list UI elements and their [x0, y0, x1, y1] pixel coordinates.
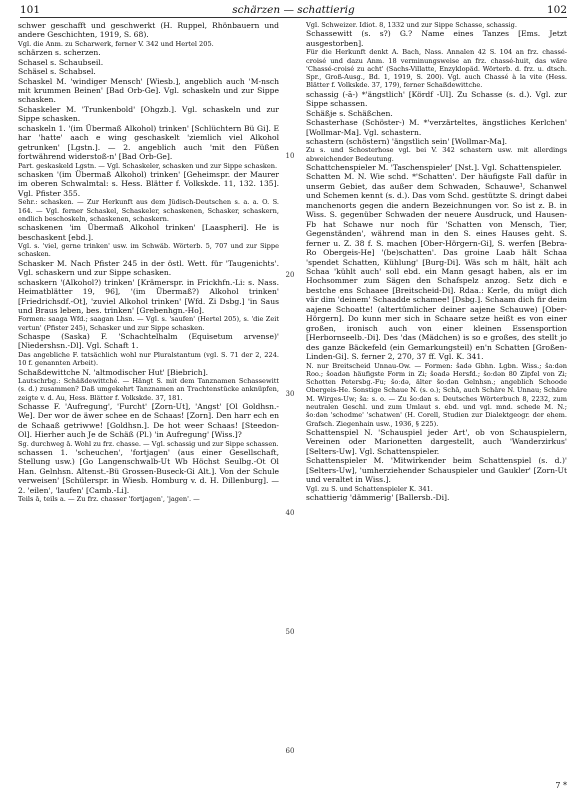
entry: Schaßdewittche N. 'altmodischer Hut' [Biebrich]. — [18, 367, 209, 377]
entry: Schasterhase (Schöster-) M. *'verzärteltes, ängstliches Kerlchen' [Wollmar-Ma]. Vgl. schastern. — [306, 118, 567, 137]
running-title: schärzen — schattierig — [232, 4, 355, 16]
entry: Schasse F. 'Aufregung', 'Furcht' [Zorn-Ut], 'Angst' [Ol Goldhsn.-We]. Der wor de äwer schee en de Schaas! [Zorn]. Den harr ech en de Schaaß getriwwe! [Goldhsn.]. De hot weer Schaas! [Steedon-Ol]. Hierher auch Je de Schäß (Pl.) 'in Aufregung' [Wiss.]? — [18, 401, 279, 440]
line-number: 60 — [285, 747, 295, 755]
entry: Schattchenspieler M. 'Taschenspieler' [Nst.]. Vgl. Schattenspieler. — [306, 163, 562, 172]
entry: schwer geschafft und geschwerkt (H. Ruppel, Rhönbauern und andere Geschichten, 1919, S. 68). — [18, 21, 279, 40]
entry: Schäßje s. Schäßchen. — [306, 108, 393, 118]
entry-note: Formen: saaga Wfd.; saagan Lhsn. — Vgl. s. 'saufen' (Hertel 205), s. 'die Zeit vertun' (Pfister 245), Schasker und zur Sippe schasken. — [18, 315, 279, 332]
entry: Schattenspieler M. 'Mitwirkender beim Schattenspiel (s. d.)' [Selters-Uw], 'umherziehender Schauspieler und Gaukler' [Zorn-Ut und veraltet in Wiss.]. — [306, 456, 567, 485]
entry: Schassewitt (s. s?) G.? Name eines Tanzes [Ems. Jetzt ausgestorben]. — [306, 29, 567, 48]
entry: Schattenspiel N. 'Schauspiel jeder Art', ob von Schauspielern, Vereinen oder Marionetten dargestellt, auch 'Wanderzirkus' [Selters-Uw]. Vgl. Schattenspieler. — [306, 427, 567, 456]
entry-note: Vgl. s. 'viel, gerne trinken' usw. im Schwäb. Wörterb. 5, 707 und zur Sippe schasken. — [18, 242, 279, 259]
right-page-number: 102 — [546, 4, 567, 16]
left-page-number: 101 — [20, 4, 41, 16]
entry: schastern (schöstern) 'ängstlich sein' [Wollmar-Ma]. — [306, 136, 508, 146]
entry-note: Part. geskaskeld Lgstn. — Vgl. Schaskeler, schasken und zur Sippe schasken. — [18, 161, 278, 170]
line-number: 20 — [285, 271, 295, 279]
entry-note: Teils ā, teils a. — Zu frz. chasser 'fortjagen', 'jagen'. — — [18, 495, 200, 504]
line-number: 30 — [285, 390, 295, 398]
entry: Schaskeler M. 'Trunkenbold' [Ohgzb.]. Vgl. schaskeln und zur Sippe schasken. — [18, 104, 279, 124]
printer-signature: 7 * — [555, 781, 567, 790]
entry: Schäsel s. Schabsel. — [18, 67, 96, 77]
entry: Schatten M. N. Wie schd. *'Schatten'. Der häufigste Fall dafür in unserm Gebiet, das außer dem Schwaden, Schauwe¹, Schanwel und Schemen kennt (s. d.). Das vom Schd. gestützte S. dringt dabei manchenorts gegen die andern Bezeichnungen vor. So ist z. B. in Wiss. S. gegenüber Schwaden der neuere Ausdruck, und Hausen-Fb hat Schawe nur noch für 'Schatten von Mensch, Tier, Gegenständen', während man in den S. eines Hauses geht. S. ferner u. Z. 38 f. S. machen [Ober-Hörgern-Gi], S. werfen [Bebra-Ro Obergeis-He] '(be)schatten'. Das groine Laab hält Schaa 'spendet Schatten, Kühlung' [Burg-Di]. Wäs sch m hält, hält ach Schaa 'kühlt auch' soll ebd. ein Mann gesagt haben, als er im Hochsommer zum Sägen den Schafspelz anzog. Setz dich e bestche ens Schaaee [Breitscheid-Di]. Rdaa.: Kerle, du mügt dich vär dim 'deinem' Schaadde schamee! [Dsbg.]. Schaam dich fir deim aajene Schoatte! (altertümlicher deiner aajene Schauwe) [Ober-Hörgern]. Do kunn mer sich in Schaare setze heißt es von einer großen, ironisch auch von einer kleinen Essensportion [Herbornseelb.-Di]. Des 'das (Mädchen) is so e großes, des stellt jo des ganze Bäckefeld (ein Gemarkungsteil) en'n Schatten [Großen-Linden-Gi]. S. ferner 2, 270, 37 ff. Vgl. K. 341. — [306, 172, 567, 362]
entry: Schasker M. Nach Pfister 245 in der östl. Wett. für 'Taugenichts'. Vgl. schaskern und zur Sippe schasken. — [18, 258, 279, 278]
line-number: 10 — [285, 152, 295, 160]
entry-note: Lautschrbg.: Schäßdewittché. — Hängt S. mit dem Tanznamen Schassewitt (s. d.) zusammen? Daß umgekehrt Tanznamen an Trachtenstücke anknüpfen, zeigte v. d. Au, Hess. Blätter f. Volkskde. 37, 181. — [18, 376, 279, 402]
entry: Schaspe (Saska) F. 'Schachtelhalm (Equisetum arvense)' [Niedershsn.-Dl]. Vgl. Schaft 1. — [18, 332, 279, 351]
entry-note: Zu s. und Schosterhose vgl. bei V. 342 schastern usw. mit allerdings abweichender Bedeutung. — [306, 146, 567, 163]
entry: schasken '(im Übermaß Alkohol) trinken' [Geheimspr. der Maurer im oberen Schwalmtal: s. Hess. Blätter f. Volkskde. 11, 132. 135]. Vgl. Pfister 355. — [18, 169, 279, 198]
left-column — [18, 21, 279, 504]
header-rule — [20, 17, 567, 18]
entry-note: Vgl. die Anm. zu Scharwerk, ferner V. 342 und Hertel 205. — [18, 39, 214, 48]
entry: schaskeln 1. '(im Übermaß Alkohol) trinken' [Schlüchtern Bü Gi]. E har 'hatte' aach e wing geschaskelt 'ziemlich viel Alkohol getrunken' [Lgstn.]. — 2. angeblich auch 'mit den Füßen fortwährend widerstoß-n' [Bad Orb-Ge]. — [18, 123, 279, 162]
entry: schaskern '(Alkohol?) trinken' [Krämerspr. in Frickhfn.-Li: s. Nass. Heimatblätter 19, 96], '(im Übermaß?) Alkohol trinken' [Friedrichsdf.-Ot], 'zuviel Alkohol trinken' [Wfd. Zi Dsbg.] 'in Saus und Braus leben, bes. trinken' [Grebenhgn.-Ho]. — [18, 277, 279, 315]
entry-note: Für die Herkunft denkt A. Bach, Nass. Annalen 42 S. 104 an frz. chassé-croisé und dazu Anm. 18 verminungsweise an frz. chassé-huit, das wäre 'Chassé-croisé zu acht' (Sachs-Villatte, Enzyklopäd. Wörterb. d. frz. u. dtsch. Spr., Groß-Ausg., Bd. 1, 1919, S. 200). Vgl. auch Chassé à la vite (Hess. Blätter f. Volkskde. 37, 179), ferner Schaßdewittche. — [306, 48, 567, 90]
entry-note: N. nur Breitscheid Unnau-Ow. — Formen: šadə Gbhn. Lgbn. Wiss.; šaːdən Roo.; šoadən häufigste Form in Zi; šoadə Hersfd.; šoːdən 80 Zipfel von Zi; Schotten Petersbg.-Fu; šoːdə, älter šoːdən Gelnhsn.; angeblich Schoode Obergeis-He. Sonstige Schaue N. (s. o.); Schā, auch Schäre N. Unnau; Schäre M. Wirges-Uw; šaː s. o. — Zu šoːdən s. Deutsches Wörterbuch 8, 2232, zum neutralen Geschl. und zum Umlaut s. ebd. und vgl. mnd. schede M. N.; šoːdən 'schodme' 'schatwen' (H. Corell, Studien zur Dialektgeogr. der ehem. Grafsch. Ziegenhain usw., 1936, § 225). — [306, 361, 567, 428]
entry-note: Sehr.: schasken. — Zur Herkunft aus dem Jüdisch-Deutschen s. a. a. O. S. 164. — Vgl. ferner Schaskel, Schaskeler, schaskenen, Schasker, schaskern, endlich beschoskeln, schaskenen, schaskern. — [18, 198, 279, 223]
entry: Schaskel M. 'windiger Mensch' [Wiesb.], angeblich auch 'M-nsch mit krummen Beinen' [Bad Orb-Ge]. Vgl. schaskeln und zur Sippe schasken. — [18, 76, 279, 105]
entry: Schasel s. Schaubseil. — [18, 57, 104, 67]
entry-note: Das angebliche F. tatsächlich wohl nur Pluralstantum (vgl. S. 71 der 2, 224. 10 f. genannten Arbeit). — [18, 350, 279, 368]
entry: schassen 1. 'scheuchen', 'fortjagen' (aus einer Gesellschaft, Stellung usw.) [Go Langenschwalb-Ut Wb Höchst Seulbg.-Ot Ol Han. Gelnhsn. Altenst.-Bü Grossen-Buseck-Gi Alt.]. Von der Schule verweisen' [Schülerspr. in Wiesb. Homburg v. d. H. Dillenburg]. — 2. 'eilen', 'laufen' [Camb.-Li]. — [18, 447, 279, 495]
line-number: 40 — [285, 509, 295, 517]
entry: schaskenen 'im Übermaß Alkohol trinken' [Laaspheri]. He is beschaskent [ebd.]. — [18, 223, 279, 242]
line-number: 50 — [285, 628, 295, 636]
page-header — [0, 0, 587, 20]
entry: schattierig 'dämmerig' [Ballersb.-Di]. — [306, 492, 450, 502]
entry-note: Vgl. Schweizer. Idiot. 8, 1332 und zur Sippe Schasse, schassig. — [306, 21, 517, 29]
entry-note: Vgl. zu S. und Schattenspieler K. 341. — [306, 484, 433, 493]
right-column — [306, 21, 567, 502]
entry-note: Sg. durchweg ā. Wohl zu frz. chasse. — Vgl. schassig und zur Sippe schassen. — [18, 439, 279, 448]
entry: schassig (-ā-) *'ängstlich' [Kördf -Ul]. Zu Schasse (s. d.). Vgl. zur Sippe schassen. — [306, 89, 567, 109]
entry: schärzen s. scherzen. — [18, 48, 101, 58]
